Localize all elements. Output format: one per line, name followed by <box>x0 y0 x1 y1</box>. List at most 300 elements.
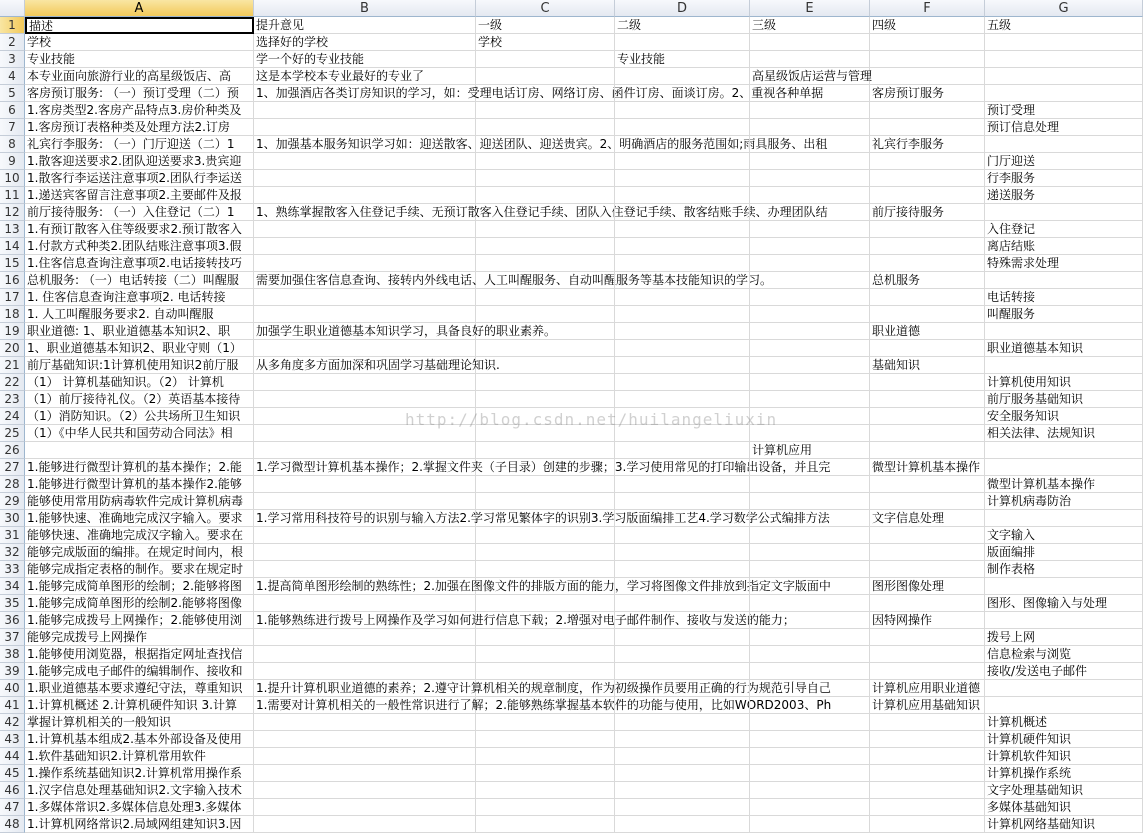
cell-d[interactable] <box>615 238 750 255</box>
cell-d[interactable] <box>615 714 750 731</box>
cell-f[interactable] <box>870 289 985 306</box>
cell-a[interactable]: 1.汉字信息处理基础知识2.文字输入技术 <box>25 782 254 799</box>
cell-c[interactable] <box>476 782 615 799</box>
column-header-a[interactable]: A <box>25 0 254 17</box>
cell-c[interactable] <box>476 765 615 782</box>
row-header[interactable]: 24 <box>0 408 25 425</box>
cell-c[interactable]: 学校 <box>476 34 615 51</box>
cell-f[interactable]: 礼宾行李服务 <box>870 136 985 153</box>
cell-a[interactable]: 1.客房预订表格种类及处理方法2.订房 <box>25 119 254 136</box>
cell-b[interactable] <box>254 748 476 765</box>
cell-f[interactable] <box>870 816 985 833</box>
cell-f[interactable] <box>870 544 985 561</box>
cell-c[interactable] <box>476 51 615 68</box>
row-header[interactable]: 16 <box>0 272 25 289</box>
cell-b[interactable]: 这是本学校本专业最好的专业了 <box>254 68 476 85</box>
cell-f[interactable] <box>870 442 985 459</box>
cell-e[interactable] <box>750 238 870 255</box>
row-header[interactable]: 37 <box>0 629 25 646</box>
cell-f[interactable] <box>870 51 985 68</box>
cell-e[interactable] <box>750 374 870 391</box>
cell-d[interactable] <box>615 510 750 527</box>
row-header[interactable]: 18 <box>0 306 25 323</box>
cell-a[interactable]: 职业道德: 1、职业道德基本知识2、职 <box>25 323 254 340</box>
cell-e[interactable] <box>750 799 870 816</box>
cell-d[interactable] <box>615 595 750 612</box>
cell-c[interactable] <box>476 170 615 187</box>
cell-g[interactable] <box>985 612 1143 629</box>
cell-f[interactable] <box>870 374 985 391</box>
cell-b[interactable] <box>254 221 476 238</box>
cell-c[interactable] <box>476 697 615 714</box>
cell-b[interactable] <box>254 799 476 816</box>
cell-e[interactable] <box>750 459 870 476</box>
cell-g[interactable]: 微型计算机基本操作 <box>985 476 1143 493</box>
cell-f[interactable] <box>870 170 985 187</box>
cell-b[interactable]: 加强学生职业道德基本知识学习，具备良好的职业素养。 <box>256 324 557 338</box>
cell-f[interactable] <box>870 306 985 323</box>
cell-b[interactable]: 从多角度多方面加深和巩固学习基础理论知识. <box>256 358 500 372</box>
cell-g[interactable]: 递送服务 <box>985 187 1143 204</box>
row-header[interactable]: 8 <box>0 136 25 153</box>
row-header[interactable]: 23 <box>0 391 25 408</box>
cell-e[interactable]: 高星级饭店运营与管理 <box>752 69 873 83</box>
cell-a[interactable]: 描述 <box>25 17 254 34</box>
cell-e[interactable] <box>750 663 870 680</box>
cell-f[interactable] <box>870 119 985 136</box>
cell-e[interactable] <box>750 646 870 663</box>
cell-g[interactable]: 计算机病毒防治 <box>985 493 1143 510</box>
cell-d[interactable] <box>615 170 750 187</box>
cell-d[interactable] <box>615 442 750 459</box>
cell-c[interactable] <box>476 119 615 136</box>
cell-f[interactable] <box>870 799 985 816</box>
cell-c[interactable] <box>476 527 615 544</box>
cell-d[interactable] <box>615 323 750 340</box>
cell-f[interactable]: 文字信息处理 <box>870 510 985 527</box>
cell-b[interactable] <box>254 102 476 119</box>
cell-b[interactable] <box>254 170 476 187</box>
cell-d[interactable] <box>615 459 750 476</box>
cell-a[interactable]: 礼宾行李服务: （一）门厅迎送（二）1 <box>25 136 254 153</box>
cell-g[interactable] <box>985 136 1143 153</box>
cell-g[interactable]: 图形、图像输入与处理 <box>985 595 1143 612</box>
cell-c[interactable] <box>476 561 615 578</box>
cell-f[interactable] <box>870 221 985 238</box>
cell-f[interactable] <box>870 153 985 170</box>
cell-a[interactable]: 本专业面向旅游行业的高星级饭店、高 <box>25 68 254 85</box>
row-header[interactable]: 5 <box>0 85 25 102</box>
cell-d[interactable] <box>615 697 750 714</box>
row-header[interactable]: 1 <box>0 17 25 34</box>
cell-e[interactable] <box>750 510 870 527</box>
cell-c[interactable] <box>476 459 615 476</box>
row-header[interactable]: 33 <box>0 561 25 578</box>
cell-g[interactable] <box>985 357 1143 374</box>
cell-d[interactable] <box>615 748 750 765</box>
cell-a[interactable]: 1.能够快速、准确地完成汉字输入。要求 <box>25 510 254 527</box>
cell-b[interactable]: 1、熟练掌握散客入住登记手续、无预订散客入住登记手续、团队入住登记手续、散客结账手续、办理团队结 <box>256 205 828 219</box>
cell-d[interactable] <box>615 578 750 595</box>
row-header[interactable]: 38 <box>0 646 25 663</box>
cell-a[interactable]: 1.散客迎送要求2.团队迎送要求3.贵宾迎 <box>25 153 254 170</box>
cell-d[interactable] <box>615 816 750 833</box>
cell-b[interactable]: 1、加强酒店各类订房知识的学习，如：受理电话订房、网络订房、函件订房、面谈订房。2、重视各种单据 <box>256 86 824 100</box>
cell-a[interactable]: 1.多媒体常识2.多媒体信息处理3.多媒体 <box>25 799 254 816</box>
row-header[interactable]: 34 <box>0 578 25 595</box>
row-header[interactable]: 2 <box>0 34 25 51</box>
cell-a[interactable]: 1.能够完成简单图形的绘制2.能够将图像 <box>25 595 254 612</box>
cell-g[interactable]: 文字处理基础知识 <box>985 782 1143 799</box>
cell-g[interactable]: 计算机使用知识 <box>985 374 1143 391</box>
cell-g[interactable]: 计算机硬件知识 <box>985 731 1143 748</box>
column-header-e[interactable]: E <box>750 0 870 17</box>
column-header-g[interactable]: G <box>985 0 1143 17</box>
cell-c[interactable] <box>476 731 615 748</box>
cell-f[interactable] <box>870 765 985 782</box>
cell-a[interactable]: 专业技能 <box>25 51 254 68</box>
cell-c[interactable] <box>476 442 615 459</box>
cell-a[interactable]: 掌握计算机相关的一般知识 <box>25 714 254 731</box>
row-header[interactable]: 32 <box>0 544 25 561</box>
cell-e[interactable] <box>750 272 870 289</box>
cell-f[interactable] <box>870 714 985 731</box>
cell-c[interactable] <box>476 799 615 816</box>
cell-e[interactable] <box>750 816 870 833</box>
cell-f[interactable]: 计算机应用职业道德 <box>870 680 985 697</box>
cell-c[interactable] <box>476 238 615 255</box>
cell-c[interactable] <box>476 748 615 765</box>
cell-a[interactable]: 1. 住客信息查询注意事项2. 电话转接 <box>25 289 254 306</box>
cell-g[interactable] <box>985 442 1143 459</box>
cell-a[interactable] <box>25 442 254 459</box>
cell-f[interactable] <box>870 476 985 493</box>
cell-d[interactable] <box>615 187 750 204</box>
cell-a[interactable]: 1.能够进行微型计算机的基本操作；2.能 <box>25 459 254 476</box>
cell-b[interactable]: 1.需要对计算机相关的一般性常识进行了解；2.能够熟练掌握基本软件的功能与使用，比如WORD2003、Ph <box>256 698 832 712</box>
cell-f[interactable] <box>870 629 985 646</box>
cell-a[interactable]: 1.计算机基本组成2.基本外部设备及使用 <box>25 731 254 748</box>
cell-e[interactable] <box>750 323 870 340</box>
cell-b[interactable] <box>254 187 476 204</box>
cell-f[interactable] <box>870 391 985 408</box>
cell-g[interactable]: 相关法律、法规知识 <box>985 425 1143 442</box>
cell-c[interactable] <box>476 595 615 612</box>
row-header[interactable]: 39 <box>0 663 25 680</box>
cell-g[interactable] <box>985 51 1143 68</box>
cell-g[interactable] <box>985 510 1143 527</box>
cell-d[interactable] <box>615 646 750 663</box>
cell-f[interactable] <box>870 646 985 663</box>
cell-g[interactable] <box>985 204 1143 221</box>
row-header[interactable]: 9 <box>0 153 25 170</box>
cell-b[interactable] <box>254 119 476 136</box>
cell-d[interactable] <box>615 306 750 323</box>
cell-f[interactable]: 总机服务 <box>870 272 985 289</box>
cell-d[interactable] <box>615 425 750 442</box>
cell-c[interactable] <box>476 306 615 323</box>
column-header-b[interactable]: B <box>254 0 476 17</box>
cell-e[interactable] <box>750 204 870 221</box>
cell-f[interactable] <box>870 782 985 799</box>
cell-f[interactable]: 四级 <box>870 17 985 34</box>
cell-g[interactable]: 接收/发送电子邮件 <box>985 663 1143 680</box>
cell-a[interactable]: 1.能够完成电子邮件的编辑制作、接收和 <box>25 663 254 680</box>
cell-d[interactable]: 二级 <box>615 17 750 34</box>
cell-e[interactable] <box>750 680 870 697</box>
cell-g[interactable] <box>985 680 1143 697</box>
cell-g[interactable] <box>985 459 1143 476</box>
cell-e[interactable] <box>750 629 870 646</box>
cell-e[interactable] <box>750 136 870 153</box>
cell-b[interactable] <box>254 731 476 748</box>
cell-a[interactable]: 1.能够进行微型计算机的基本操作2.能够 <box>25 476 254 493</box>
cell-b[interactable] <box>254 544 476 561</box>
row-header[interactable]: 27 <box>0 459 25 476</box>
cell-e[interactable] <box>750 391 870 408</box>
cell-g[interactable]: 五级 <box>985 17 1143 34</box>
cell-d[interactable] <box>615 68 750 85</box>
cell-b[interactable] <box>254 425 476 442</box>
cell-f[interactable]: 前厅接待服务 <box>870 204 985 221</box>
select-all-corner[interactable] <box>0 0 25 17</box>
row-header[interactable]: 31 <box>0 527 25 544</box>
cell-c[interactable] <box>476 323 615 340</box>
cell-b[interactable] <box>254 663 476 680</box>
cell-f[interactable] <box>870 68 985 85</box>
row-header[interactable]: 11 <box>0 187 25 204</box>
cell-d[interactable] <box>615 374 750 391</box>
cell-b[interactable] <box>254 408 476 425</box>
cell-f[interactable] <box>870 408 985 425</box>
cell-d[interactable] <box>615 493 750 510</box>
cell-c[interactable] <box>476 612 615 629</box>
row-header[interactable]: 14 <box>0 238 25 255</box>
cell-g[interactable] <box>985 34 1143 51</box>
cell-g[interactable]: 预订受理 <box>985 102 1143 119</box>
cell-d[interactable] <box>615 153 750 170</box>
cell-e[interactable] <box>750 595 870 612</box>
cell-b[interactable]: 提升意见 <box>254 17 476 34</box>
cell-a[interactable]: 1.付款方式种类2.团队结账注意事项3.假 <box>25 238 254 255</box>
cell-f[interactable]: 计算机应用基础知识 <box>870 697 985 714</box>
cell-a[interactable]: 1、职业道德基本知识2、职业守则（1） <box>25 340 254 357</box>
cell-f[interactable] <box>870 34 985 51</box>
cell-e[interactable] <box>750 255 870 272</box>
cell-d[interactable] <box>615 731 750 748</box>
cell-e[interactable] <box>750 408 870 425</box>
cell-a[interactable]: 1.计算机概述 2.计算机硬件知识 3.计算 <box>25 697 254 714</box>
cell-c[interactable] <box>476 544 615 561</box>
row-header[interactable]: 30 <box>0 510 25 527</box>
cell-a[interactable]: 1.操作系统基础知识2.计算机常用操作系 <box>25 765 254 782</box>
cell-a[interactable]: 1.散客行李运送注意事项2.团队行李运送 <box>25 170 254 187</box>
cell-b[interactable] <box>254 476 476 493</box>
cell-e[interactable] <box>750 51 870 68</box>
cell-e[interactable] <box>750 748 870 765</box>
row-header[interactable]: 12 <box>0 204 25 221</box>
cell-g[interactable] <box>985 85 1143 102</box>
cell-a[interactable]: 前厅基础知识:1计算机使用知识2前厅服 <box>25 357 254 374</box>
cell-f[interactable] <box>870 255 985 272</box>
cell-c[interactable] <box>476 85 615 102</box>
cell-e[interactable] <box>750 527 870 544</box>
cell-g[interactable]: 安全服务知识 <box>985 408 1143 425</box>
cell-g[interactable]: 版面编排 <box>985 544 1143 561</box>
cell-c[interactable] <box>476 272 615 289</box>
cell-a[interactable]: 1.职业道德基本要求遵纪守法，尊重知识 <box>25 680 254 697</box>
cell-a[interactable]: 学校 <box>25 34 254 51</box>
cell-a[interactable]: （1）消防知识。（2）公共场所卫生知识 <box>25 408 254 425</box>
cell-a[interactable]: 1.递送宾客留言注意事项2.主要邮件及报 <box>25 187 254 204</box>
cell-c[interactable] <box>476 680 615 697</box>
cell-c[interactable] <box>476 425 615 442</box>
cell-f[interactable]: 职业道德 <box>870 323 985 340</box>
cell-g[interactable] <box>985 697 1143 714</box>
cell-c[interactable] <box>476 578 615 595</box>
cell-g[interactable] <box>985 272 1143 289</box>
cell-f[interactable] <box>870 187 985 204</box>
cell-c[interactable] <box>476 136 615 153</box>
cell-a[interactable]: 1.有预订散客入住等级要求2.预订散客入 <box>25 221 254 238</box>
cell-b[interactable] <box>254 527 476 544</box>
cell-f[interactable] <box>870 238 985 255</box>
cell-a[interactable]: 能够完成拨号上网操作 <box>25 629 254 646</box>
cell-d[interactable] <box>615 255 750 272</box>
cell-g[interactable]: 门厅迎送 <box>985 153 1143 170</box>
cell-c[interactable] <box>476 187 615 204</box>
cell-f[interactable] <box>870 561 985 578</box>
cell-g[interactable] <box>985 68 1143 85</box>
row-header[interactable]: 36 <box>0 612 25 629</box>
cell-f[interactable]: 微型计算机基本操作 <box>870 459 985 476</box>
cell-c[interactable] <box>476 221 615 238</box>
cell-e[interactable] <box>750 425 870 442</box>
column-header-f[interactable]: F <box>870 0 985 17</box>
cell-e[interactable] <box>750 782 870 799</box>
cell-f[interactable] <box>870 595 985 612</box>
cell-b[interactable] <box>254 340 476 357</box>
cell-d[interactable] <box>615 340 750 357</box>
cell-g[interactable]: 信息检索与浏览 <box>985 646 1143 663</box>
cell-g[interactable]: 职业道德基本知识 <box>985 340 1143 357</box>
cell-a[interactable]: （1）前厅接待礼仪。（2）英语基本接待 <box>25 391 254 408</box>
row-header[interactable]: 35 <box>0 595 25 612</box>
cell-f[interactable] <box>870 663 985 680</box>
cell-d[interactable] <box>615 272 750 289</box>
cell-e[interactable] <box>750 476 870 493</box>
cell-c[interactable] <box>476 289 615 306</box>
cell-d[interactable] <box>615 561 750 578</box>
cell-c[interactable] <box>476 153 615 170</box>
cell-a[interactable]: 1.住客信息查询注意事项2.电话接转技巧 <box>25 255 254 272</box>
cell-g[interactable]: 叫醒服务 <box>985 306 1143 323</box>
cell-a[interactable]: 1.能够使用浏览器，根据指定网址查找信 <box>25 646 254 663</box>
cell-c[interactable] <box>476 374 615 391</box>
cell-c[interactable] <box>476 663 615 680</box>
cell-b[interactable] <box>254 595 476 612</box>
cell-g[interactable]: 特殊需求处理 <box>985 255 1143 272</box>
row-header[interactable]: 25 <box>0 425 25 442</box>
cell-f[interactable]: 因特网操作 <box>870 612 985 629</box>
cell-e[interactable] <box>750 714 870 731</box>
cell-g[interactable]: 拨号上网 <box>985 629 1143 646</box>
cell-g[interactable]: 计算机操作系统 <box>985 765 1143 782</box>
cell-b[interactable]: 选择好的学校 <box>254 34 476 51</box>
cell-g[interactable]: 计算机软件知识 <box>985 748 1143 765</box>
cell-e[interactable] <box>750 102 870 119</box>
cell-e[interactable] <box>750 697 870 714</box>
cell-d[interactable] <box>615 527 750 544</box>
cell-b[interactable] <box>254 765 476 782</box>
cell-e[interactable] <box>750 493 870 510</box>
cell-g[interactable]: 前厅服务基础知识 <box>985 391 1143 408</box>
cell-b[interactable] <box>254 153 476 170</box>
cell-f[interactable] <box>870 731 985 748</box>
cell-e[interactable] <box>750 612 870 629</box>
cell-a[interactable]: 1.计算机网络常识2.局域网组建知识3.因 <box>25 816 254 833</box>
row-header[interactable]: 41 <box>0 697 25 714</box>
cell-d[interactable] <box>615 221 750 238</box>
row-header[interactable]: 26 <box>0 442 25 459</box>
cell-c[interactable] <box>476 510 615 527</box>
cell-a[interactable]: 1. 人工叫醒服务要求2. 自动叫醒服 <box>25 306 254 323</box>
cell-c[interactable] <box>476 629 615 646</box>
cell-d[interactable] <box>615 102 750 119</box>
cell-d[interactable] <box>615 765 750 782</box>
cell-c[interactable]: 一级 <box>476 17 615 34</box>
row-header[interactable]: 17 <box>0 289 25 306</box>
cell-e[interactable] <box>750 221 870 238</box>
cell-b[interactable] <box>254 561 476 578</box>
row-header[interactable]: 45 <box>0 765 25 782</box>
cell-e[interactable] <box>750 340 870 357</box>
row-header[interactable]: 21 <box>0 357 25 374</box>
cell-b[interactable]: 学一个好的专业技能 <box>254 51 476 68</box>
cell-c[interactable] <box>476 102 615 119</box>
cell-e[interactable] <box>750 289 870 306</box>
cell-c[interactable] <box>476 391 615 408</box>
row-header[interactable]: 15 <box>0 255 25 272</box>
cell-f[interactable] <box>870 102 985 119</box>
cell-c[interactable] <box>476 255 615 272</box>
cell-c[interactable] <box>476 408 615 425</box>
row-header[interactable]: 44 <box>0 748 25 765</box>
cell-d[interactable]: 专业技能 <box>615 51 750 68</box>
cell-a[interactable]: 能够使用常用防病毒软件完成计算机病毒 <box>25 493 254 510</box>
cell-b[interactable]: 1、加强基本服务知识学习如：迎送散客、迎送团队、迎送贵宾。2、明确酒店的服务范围如;雨具服务、出租 <box>256 137 828 151</box>
cell-f[interactable] <box>870 340 985 357</box>
cell-c[interactable] <box>476 476 615 493</box>
column-header-d[interactable]: D <box>615 0 750 17</box>
cell-b[interactable] <box>254 629 476 646</box>
cell-b[interactable] <box>254 255 476 272</box>
row-header[interactable]: 29 <box>0 493 25 510</box>
row-header[interactable]: 48 <box>0 816 25 833</box>
cell-b[interactable] <box>254 306 476 323</box>
row-header[interactable]: 4 <box>0 68 25 85</box>
cell-c[interactable] <box>476 340 615 357</box>
cell-f[interactable] <box>870 527 985 544</box>
cell-b[interactable] <box>254 816 476 833</box>
cell-g[interactable]: 计算机网络基础知识 <box>985 816 1143 833</box>
cell-g[interactable]: 入住登记 <box>985 221 1143 238</box>
cell-g[interactable] <box>985 323 1143 340</box>
cell-d[interactable] <box>615 119 750 136</box>
row-header[interactable]: 10 <box>0 170 25 187</box>
row-header[interactable]: 47 <box>0 799 25 816</box>
cell-g[interactable]: 文字输入 <box>985 527 1143 544</box>
